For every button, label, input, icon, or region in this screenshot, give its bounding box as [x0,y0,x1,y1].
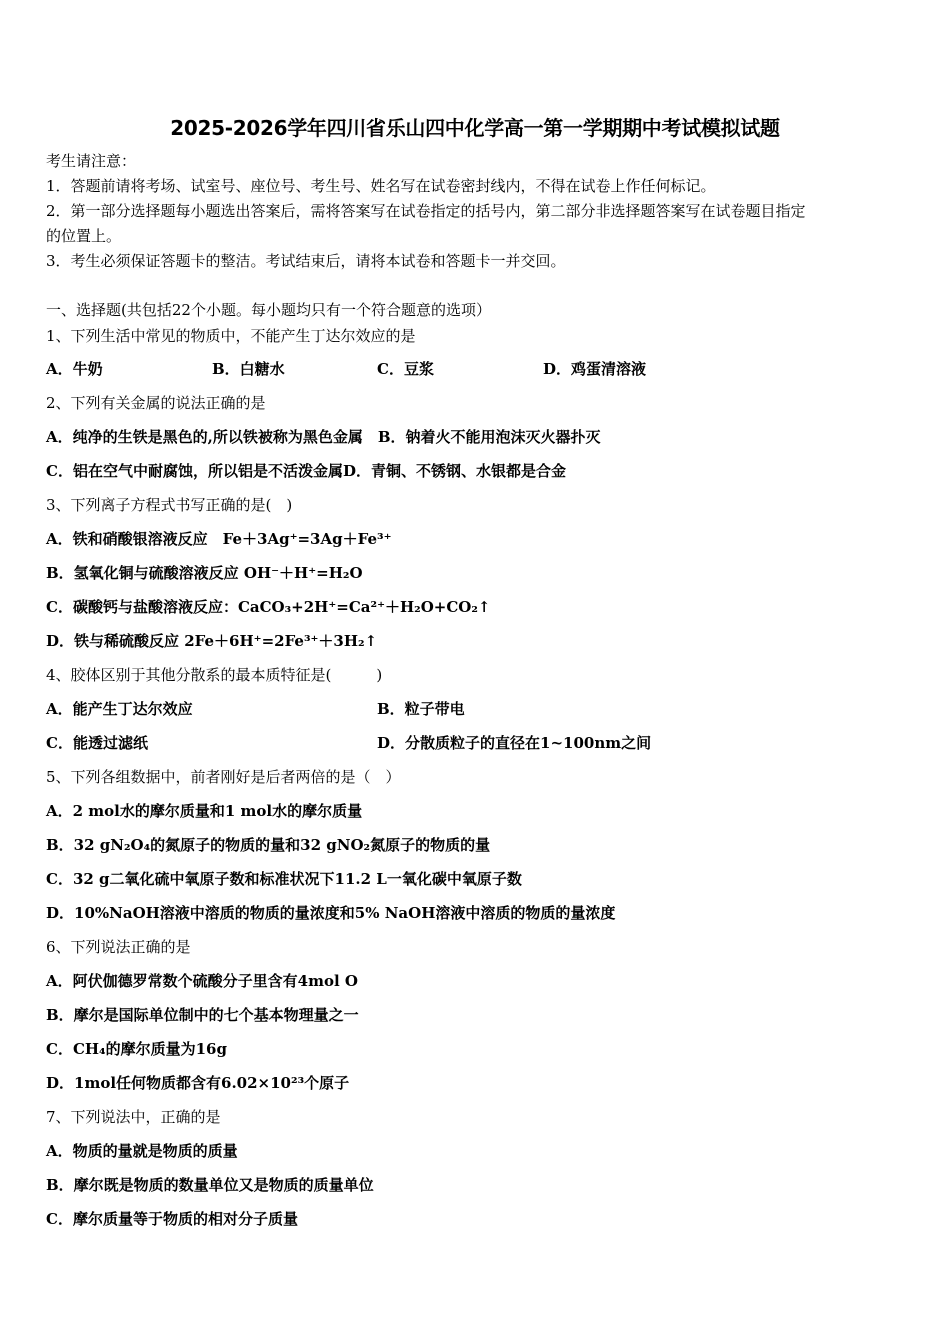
option-a: A．能产生丁达尔效应 [46,700,193,718]
question-1-stem: 1、下列生活中常见的物质中，不能产生丁达尔效应的是 [46,327,416,345]
option-b: B．粒子带电 [377,700,465,718]
option-d: D．分散质粒子的直径在1~100nm之间 [377,734,652,752]
notice-item-1: 1．答题前请将考场、试室号、座位号、考生号、姓名写在试卷密封线内，不得在试卷上作任何标记。 [46,177,716,195]
question-6-option-c: C．CH₄的摩尔质量为16g [46,1040,227,1058]
option-a: A．牛奶 [46,360,103,378]
question-6-option-a: A．阿伏伽德罗常数个硫酸分子里含有4mol O [46,972,358,990]
option-c: C．豆浆 [377,360,434,378]
question-6-option-b: B．摩尔是国际单位制中的七个基本物理量之一 [46,1006,359,1024]
question-3-option-a: A．铁和硝酸银溶液反应 Fe＋3Ag⁺=3Ag＋Fe³⁺ [46,530,392,548]
section-heading: 一、选择题(共包括22个小题。每小题均只有一个符合题意的选项） [46,301,491,319]
question-2-options-cd: C．铝在空气中耐腐蚀，所以铝是不活泼金属D．青铜、不锈钢、水银都是合金 [46,462,566,480]
question-7-option-b: B．摩尔既是物质的数量单位又是物质的质量单位 [46,1176,374,1194]
question-6-option-d: D．1mol任何物质都含有6.02×10²³个原子 [46,1074,350,1092]
notice-item-2-cont: 的位置上。 [46,227,122,245]
question-7-option-a: A．物质的量就是物质的质量 [46,1142,238,1160]
question-4-stem: 4、胶体区别于其他分散系的最本质特征是( ) [46,666,383,684]
question-6-stem: 6、下列说法正确的是 [46,938,191,956]
question-5-option-d: D．10%NaOH溶液中溶质的物质的量浓度和5% NaOH溶液中溶质的物质的量浓度 [46,904,616,922]
question-3-stem: 3、下列离子方程式书写正确的是( ) [46,496,293,514]
question-7-option-c: C．摩尔质量等于物质的相对分子质量 [46,1210,298,1228]
question-5-option-a: A．2 mol水的摩尔质量和1 mol水的摩尔质量 [46,802,363,820]
notice-heading: 考生请注意： [46,152,137,170]
question-2-stem: 2、下列有关金属的说法正确的是 [46,394,266,412]
question-5-stem: 5、下列各组数据中，前者刚好是后者两倍的是（ ） [46,768,401,786]
page-title: 2025-2026学年四川省乐山四中化学高一第一学期期中考试模拟试题 [170,116,780,140]
question-5-option-b: B．32 gN₂O₄的氮原子的物质的量和32 gNO₂氮原子的物质的量 [46,836,491,854]
question-2-options-ab: A．纯净的生铁是黑色的,所以铁被称为黑色金属 B．钠着火不能用泡沫灭火器扑灭 [46,428,601,446]
option-c: C．能透过滤纸 [46,734,148,752]
question-3-option-b: B．氢氧化铜与硫酸溶液反应 OH⁻＋H⁺=H₂O [46,564,363,582]
question-3-option-d: D．铁与稀硫酸反应 2Fe＋6H⁺=2Fe³⁺＋3H₂↑ [46,632,378,650]
notice-item-2: 2．第一部分选择题每小题选出答案后，需将答案写在试卷指定的括号内，第二部分非选择题答案写在试卷题目指定 [46,202,806,220]
notice-item-3: 3．考生必须保证答题卡的整洁。考试结束后，请将本试卷和答题卡一并交回。 [46,252,566,270]
question-7-stem: 7、下列说法中，正确的是 [46,1108,221,1126]
option-b: B．白糖水 [212,360,285,378]
option-d: D．鸡蛋清溶液 [543,360,647,378]
question-3-option-c: C．碳酸钙与盐酸溶液反应：CaCO₃+2H⁺=Ca²⁺＋H₂O+CO₂↑ [46,598,491,616]
question-5-option-c: C．32 g二氧化硫中氧原子数和标准状况下11.2 L一氧化碳中氧原子数 [46,870,522,888]
